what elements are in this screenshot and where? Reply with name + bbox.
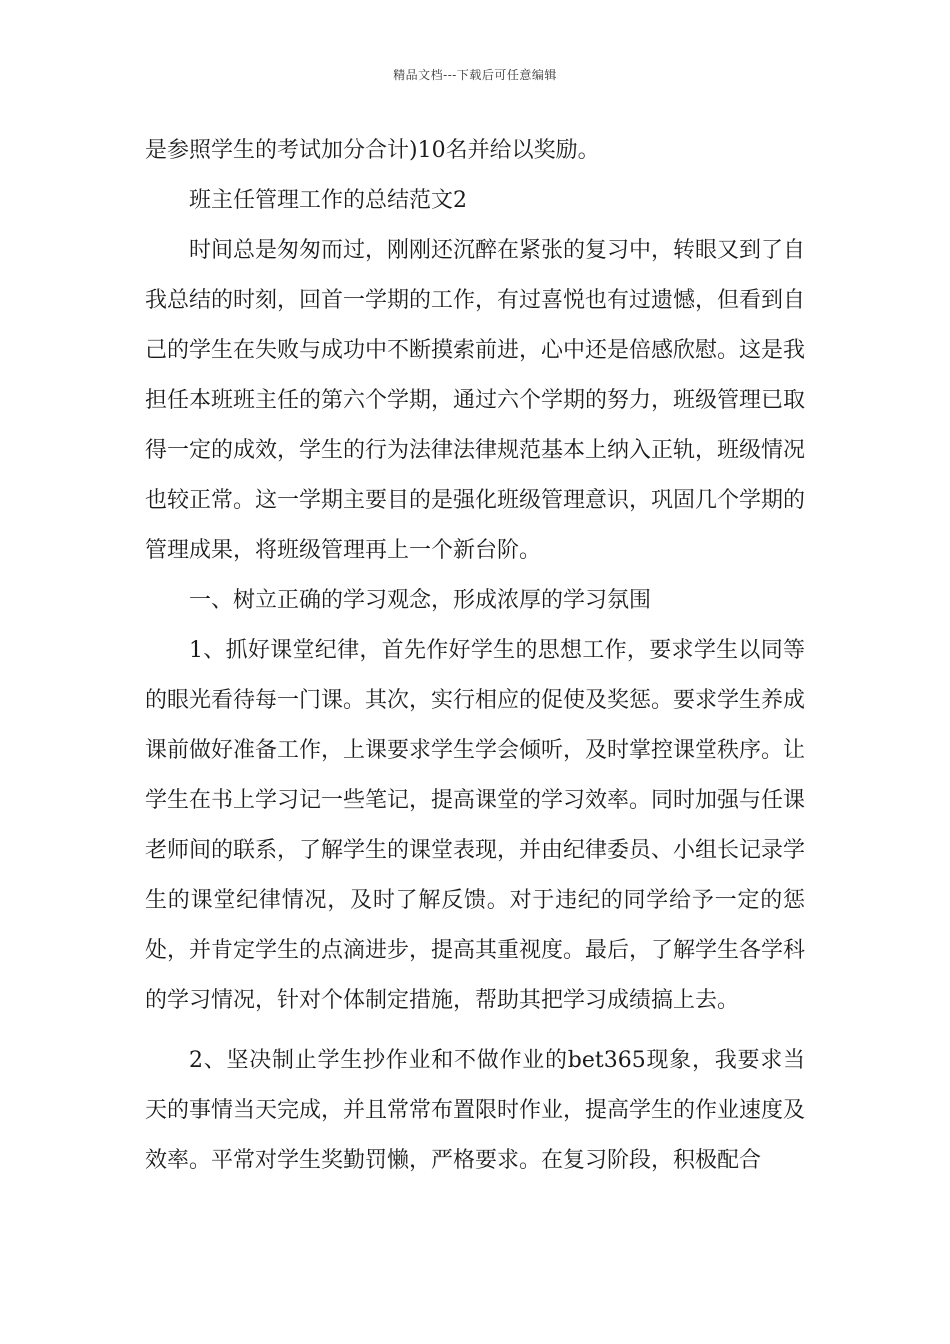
section-heading: 一、树立正确的学习观念，形成浓厚的学习氛围 xyxy=(189,588,652,613)
paragraph-intro: 时间总是匆匆而过，刚刚还沉醉在紧张的复习中，转眼又到了自我总结的时刻，回首一学期的工作，有过喜悦也有过遗憾，但看到自己的学生在失败与成功中不断摸索前进，心中还是倍感欣慰。这是我担任本班班主任的第六个学期，通过六个学期的努力，班级管理已取得一定的成效，学生的行为法律法律规范基本上纳入正轨，班级情况也较正常。这一学期主要目的是强化班级管理意识，巩固几个学期的管理成果，将班级管理再上一个新台阶。 xyxy=(145,238,806,563)
paragraph-continuation: 是参照学生的考试加分合计)10名并给以奖励。 xyxy=(145,138,600,163)
section-title: 班主任管理工作的总结范文2 xyxy=(189,188,467,213)
paragraph-item-1: 1、抓好课堂纪律，首先作好学生的思想工作，要求学生以同等的眼光看待每一门课。其次，实行相应的促使及奖惩。要求学生养成课前做好准备工作，上课要求学生学会倾听，及时掌控课堂秩序。让学生在书上学习记一些笔记，提高课堂的学习效率。同时加强与任课老师间的联系，了解学生的课堂表现，并由纪律委员、小组长记录学生的课堂纪律情况，及时了解反馈。对于违纪的同学给予一定的惩处，并肯定学生的点滴进步，提高其重视度。最后，了解学生各学科的学习情况，针对个体制定措施，帮助其把学习成绩搞上去。 xyxy=(145,638,806,1013)
paragraph-item-2: 2、坚决制止学生抄作业和不做作业的bet365现象，我要求当天的事情当天完成，并且常常布置限时作业，提高学生的作业速度及效率。平常对学生奖勤罚懒，严格要求。在复习阶段，积极配合 xyxy=(145,1048,806,1173)
page-header: 精品文档---下载后可任意编辑 xyxy=(393,68,557,82)
document-body xyxy=(145,126,805,1186)
